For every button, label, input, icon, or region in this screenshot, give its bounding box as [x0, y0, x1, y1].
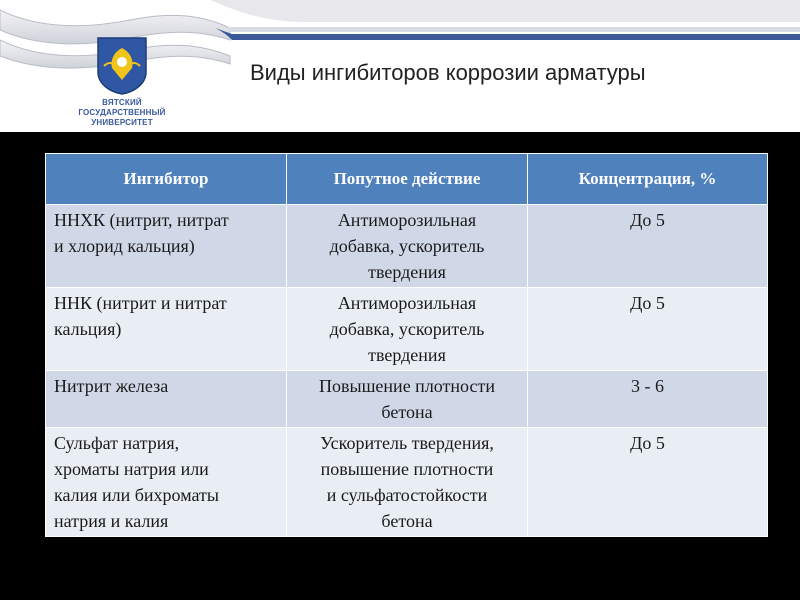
cell-line: кальция)	[54, 319, 122, 339]
page-title: Виды ингибиторов коррозии арматуры	[250, 60, 646, 85]
inhibitor-cell	[46, 205, 287, 288]
cell-line: Сульфат натрия,	[54, 433, 180, 453]
column-header-inhibitor: Ингибитор	[46, 154, 287, 205]
cell-line: бетона	[381, 402, 433, 422]
concentration-cell: До 5	[528, 288, 768, 371]
cell-line: Антиморозильная	[337, 210, 477, 230]
effect-cell	[287, 371, 528, 428]
cell-line: Антиморозильная	[337, 293, 477, 313]
cell-line: добавка, ускоритель	[329, 319, 485, 339]
inhibitor-cell	[46, 288, 287, 371]
concentration-cell: До 5	[528, 428, 768, 537]
cell-line: натрия и калия	[54, 511, 169, 531]
column-header-side-effect: Попутное действие	[287, 154, 528, 205]
cell-line: и сульфатостойкости	[326, 485, 488, 505]
cell-line: ННХК (нитрит, нитрат	[54, 210, 229, 230]
cell-line: Нитрит железа	[54, 376, 169, 396]
crest-icon	[94, 36, 150, 96]
cell-line: и хлорид кальция)	[54, 236, 195, 256]
inhibitors-table	[45, 153, 768, 537]
cell-line: Повышение плотности	[318, 376, 495, 396]
effect-cell	[287, 428, 528, 537]
table-row	[46, 371, 768, 428]
university-logo	[62, 30, 182, 130]
cell-line: бетона	[381, 511, 433, 531]
cell-line: добавка, ускоритель	[329, 236, 485, 256]
table-header-row	[46, 154, 768, 205]
concentration-cell: 3 - 6	[528, 371, 768, 428]
effect-cell	[287, 205, 528, 288]
cell-line: хроматы натрия или	[54, 459, 209, 479]
cell-line: твердения	[368, 262, 446, 282]
cell-line: калия или бихроматы	[54, 485, 219, 505]
concentration-cell: До 5	[528, 205, 768, 288]
inhibitor-cell	[46, 371, 287, 428]
university-name: ВЯТСКИЙ ГОСУДАРСТВЕННЫЙ УНИВЕРСИТЕТ	[78, 98, 166, 127]
slide-header	[0, 0, 800, 132]
effect-cell	[287, 288, 528, 371]
table-row	[46, 205, 768, 288]
table-row	[46, 428, 768, 537]
cell-line: твердения	[368, 345, 446, 365]
table-row	[46, 288, 768, 371]
cell-line: повышение плотности	[320, 459, 494, 479]
cell-line: Ускоритель твердения,	[320, 433, 494, 453]
cell-line: ННК (нитрит и нитрат	[54, 293, 227, 313]
inhibitor-cell	[46, 428, 287, 537]
column-header-concentration: Концентрация, %	[528, 154, 768, 205]
